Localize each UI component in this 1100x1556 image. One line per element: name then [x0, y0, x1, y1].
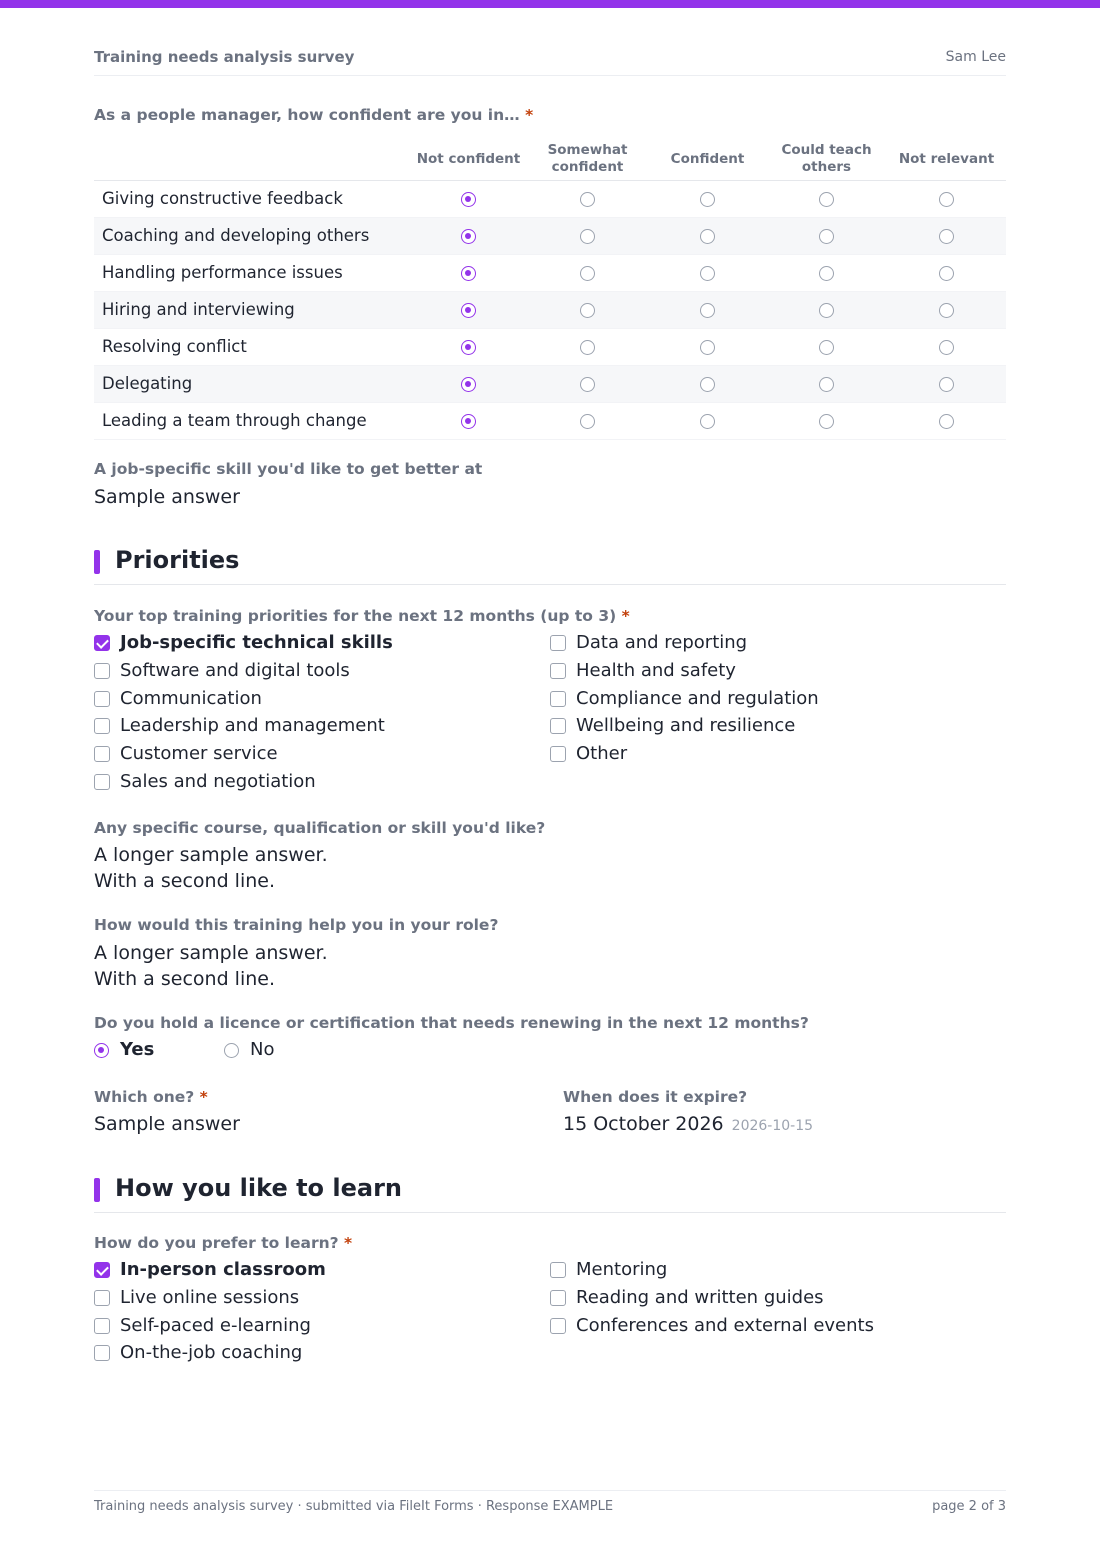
radio-unselected[interactable]	[580, 303, 595, 318]
radio-unselected[interactable]	[939, 414, 954, 429]
which-one-question-text: Which one?	[94, 1088, 195, 1106]
checkbox-unchecked-icon[interactable]	[550, 1262, 566, 1278]
checkbox-option[interactable]	[94, 658, 534, 684]
matrix-row	[94, 292, 1006, 329]
checkbox-option[interactable]	[94, 741, 534, 767]
licence-yes-label: Yes	[120, 1039, 155, 1060]
radio-unselected[interactable]	[580, 229, 595, 244]
radio-unselected[interactable]	[700, 192, 715, 207]
checkbox-option[interactable]	[94, 1257, 534, 1283]
checkbox-unchecked-icon[interactable]	[550, 746, 566, 762]
checkbox-option[interactable]	[94, 1340, 534, 1366]
checkbox-option-label: Health and safety	[576, 659, 736, 681]
radio-unselected[interactable]	[580, 340, 595, 355]
radio-unselected[interactable]	[700, 229, 715, 244]
matrix-row	[94, 403, 1006, 440]
radio-unselected[interactable]	[939, 340, 954, 355]
checkbox-option[interactable]	[94, 1313, 534, 1339]
required-marker: *	[344, 1234, 353, 1252]
checkbox-option-label: On-the-job coaching	[120, 1342, 303, 1364]
checkbox-option-label: In-person classroom	[120, 1259, 326, 1280]
radio-unselected[interactable]	[819, 192, 834, 207]
matrix-rows	[94, 181, 1006, 440]
checkbox-unchecked-icon[interactable]	[94, 663, 110, 679]
checkbox-unchecked-icon[interactable]	[94, 774, 110, 790]
checkbox-option-label: Other	[576, 743, 628, 765]
radio-unselected[interactable]	[700, 266, 715, 281]
radio-unselected[interactable]	[700, 377, 715, 392]
required-marker: *	[621, 607, 630, 625]
section-accent-bar	[94, 1178, 100, 1202]
matrix-row-label: Leading a team through change	[102, 411, 367, 430]
licence-question: Do you hold a licence or certification that needs renewing in the next 12 months?	[94, 1014, 809, 1032]
checkbox-option[interactable]	[94, 769, 534, 795]
checkbox-unchecked-icon[interactable]	[94, 746, 110, 762]
matrix-header	[94, 137, 1006, 181]
checkbox-unchecked-icon[interactable]	[550, 1290, 566, 1306]
section-priorities	[94, 548, 1006, 585]
radio-unselected[interactable]	[939, 266, 954, 281]
checkbox-unchecked-icon[interactable]	[550, 691, 566, 707]
matrix-row-label: Resolving conflict	[102, 337, 247, 356]
section-title: How you like to learn	[115, 1174, 403, 1202]
job-skill-question: A job-specific skill you'd like to get better at	[94, 460, 483, 478]
checkbox-option[interactable]	[550, 630, 990, 656]
radio-unselected[interactable]	[819, 340, 834, 355]
checkbox-option-label: Live online sessions	[120, 1286, 300, 1308]
radio-unselected[interactable]	[939, 377, 954, 392]
checkbox-option[interactable]	[94, 1285, 534, 1311]
expiry-iso-date: 2026-10-15	[731, 1118, 814, 1134]
required-marker: *	[199, 1088, 208, 1106]
matrix-column-header: Confident	[670, 150, 745, 167]
respondent-name: Sam Lee	[945, 49, 1006, 65]
radio-selected[interactable]	[461, 229, 476, 244]
checkbox-unchecked-icon[interactable]	[550, 635, 566, 651]
matrix-row-label: Hiring and interviewing	[102, 300, 295, 319]
radio-unselected[interactable]	[819, 229, 834, 244]
checkbox-option[interactable]	[550, 741, 990, 767]
matrix-question-text: As a people manager, how confident are you in…	[94, 106, 520, 124]
radio-unselected[interactable]	[939, 192, 954, 207]
checkbox-unchecked-icon[interactable]	[94, 1290, 110, 1306]
radio-selected[interactable]	[461, 414, 476, 429]
checkbox-unchecked-icon[interactable]	[550, 663, 566, 679]
learning-question	[94, 1234, 352, 1252]
learning-question-text: How do you prefer to learn?	[94, 1234, 339, 1252]
expiry-question: When does it expire?	[563, 1088, 748, 1106]
matrix-row	[94, 329, 1006, 366]
matrix-column-header: Could teach others	[781, 142, 872, 175]
matrix-row	[94, 218, 1006, 255]
specific-course-answer: A longer sample answer. With a second line.	[94, 844, 328, 892]
checkbox-option[interactable]	[550, 1257, 990, 1283]
checkbox-checked-icon[interactable]	[94, 635, 110, 651]
required-marker: *	[525, 106, 534, 124]
radio-unselected[interactable]	[700, 340, 715, 355]
licence-yes-option[interactable]	[94, 1037, 214, 1063]
section-title: Priorities	[115, 546, 240, 574]
matrix-row-label: Handling performance issues	[102, 263, 343, 282]
radio-unselected[interactable]	[580, 414, 595, 429]
checkbox-option[interactable]	[550, 1285, 990, 1311]
survey-title: Training needs analysis survey	[94, 48, 355, 66]
radio-unselected[interactable]	[819, 377, 834, 392]
checkbox-option-label: Conferences and external events	[576, 1314, 874, 1336]
radio-unselected[interactable]	[700, 303, 715, 318]
checkbox-option-label: Customer service	[120, 743, 278, 765]
matrix-column-header: Not relevant	[898, 150, 995, 167]
checkbox-unchecked-icon[interactable]	[550, 718, 566, 734]
page-number: page 2 of 3	[932, 1499, 1006, 1514]
matrix-row-label: Giving constructive feedback	[102, 189, 343, 208]
radio-unselected[interactable]	[700, 414, 715, 429]
radio-unselected[interactable]	[819, 266, 834, 281]
radio-selected[interactable]	[461, 192, 476, 207]
radio-selected[interactable]	[461, 303, 476, 318]
checkbox-option[interactable]	[550, 686, 990, 712]
checkbox-option[interactable]	[550, 713, 990, 739]
checkbox-unchecked-icon[interactable]	[94, 1345, 110, 1361]
matrix-row-label: Delegating	[102, 374, 193, 393]
checkbox-option-label: Wellbeing and resilience	[576, 715, 796, 737]
checkbox-unchecked-icon[interactable]	[550, 1318, 566, 1334]
page-footer	[94, 1490, 1006, 1514]
checkbox-option[interactable]	[94, 686, 534, 712]
radio-unselected[interactable]	[224, 1043, 239, 1058]
checkbox-unchecked-icon[interactable]	[94, 691, 110, 707]
confidence-matrix	[94, 137, 1006, 440]
job-skill-answer: Sample answer	[94, 486, 240, 508]
expiry-date: 15 October 2026	[563, 1113, 724, 1135]
expiry-answer	[563, 1111, 813, 1139]
checkbox-option-label: Software and digital tools	[120, 659, 350, 681]
priorities-question-text: Your top training priorities for the next 12 months (up to 3)	[94, 607, 617, 625]
matrix-column-header: Somewhat confident	[547, 142, 628, 175]
priorities-question	[94, 607, 630, 625]
checkbox-option[interactable]	[94, 630, 534, 656]
checkbox-unchecked-icon[interactable]	[94, 718, 110, 734]
radio-unselected[interactable]	[580, 192, 595, 207]
checkbox-option-label: Leadership and management	[120, 715, 385, 737]
matrix-row	[94, 255, 1006, 292]
page-header	[94, 48, 1006, 76]
licence-no-option[interactable]	[224, 1037, 344, 1063]
matrix-column-header: Not confident	[416, 150, 521, 167]
matrix-row	[94, 181, 1006, 218]
radio-selected[interactable]	[461, 340, 476, 355]
radio-unselected[interactable]	[819, 414, 834, 429]
checkbox-checked-icon[interactable]	[94, 1262, 110, 1278]
checkbox-option[interactable]	[550, 1313, 990, 1339]
licence-no-label: No	[250, 1039, 275, 1060]
radio-selected[interactable]	[94, 1043, 109, 1058]
checkbox-option-label: Data and reporting	[576, 632, 748, 653]
radio-unselected[interactable]	[819, 303, 834, 318]
matrix-row	[94, 366, 1006, 403]
radio-selected[interactable]	[461, 377, 476, 392]
checkbox-option[interactable]	[94, 713, 534, 739]
radio-selected[interactable]	[461, 266, 476, 281]
specific-course-question: Any specific course, qualification or skill you'd like?	[94, 819, 546, 837]
accent-top-bar	[0, 0, 1100, 8]
checkbox-option-label: Job-specific technical skills	[120, 632, 393, 653]
radio-unselected[interactable]	[939, 229, 954, 244]
checkbox-option-label: Sales and negotiation	[120, 771, 316, 792]
checkbox-option-label: Mentoring	[576, 1259, 668, 1280]
checkbox-option-label: Communication	[120, 687, 262, 709]
radio-unselected[interactable]	[580, 377, 595, 392]
radio-unselected[interactable]	[939, 303, 954, 318]
checkbox-option-label: Compliance and regulation	[576, 687, 819, 709]
checkbox-option[interactable]	[550, 658, 990, 684]
section-accent-bar	[94, 550, 100, 574]
checkbox-option-label: Reading and written guides	[576, 1286, 824, 1308]
matrix-row-label: Coaching and developing others	[102, 226, 370, 245]
checkbox-option-label: Self-paced e-learning	[120, 1314, 311, 1336]
which-one-answer: Sample answer	[94, 1113, 240, 1135]
radio-unselected[interactable]	[580, 266, 595, 281]
checkbox-unchecked-icon[interactable]	[94, 1318, 110, 1334]
which-one-question	[94, 1088, 208, 1106]
section-how-you-like-to-learn	[94, 1176, 1006, 1213]
help-role-question: How would this training help you in your role?	[94, 916, 499, 934]
matrix-question	[94, 106, 533, 124]
footer-text: Training needs analysis survey · submitted via FileIt Forms · Response EXAMPLE	[94, 1499, 614, 1514]
help-role-answer: A longer sample answer. With a second line.	[94, 942, 328, 990]
